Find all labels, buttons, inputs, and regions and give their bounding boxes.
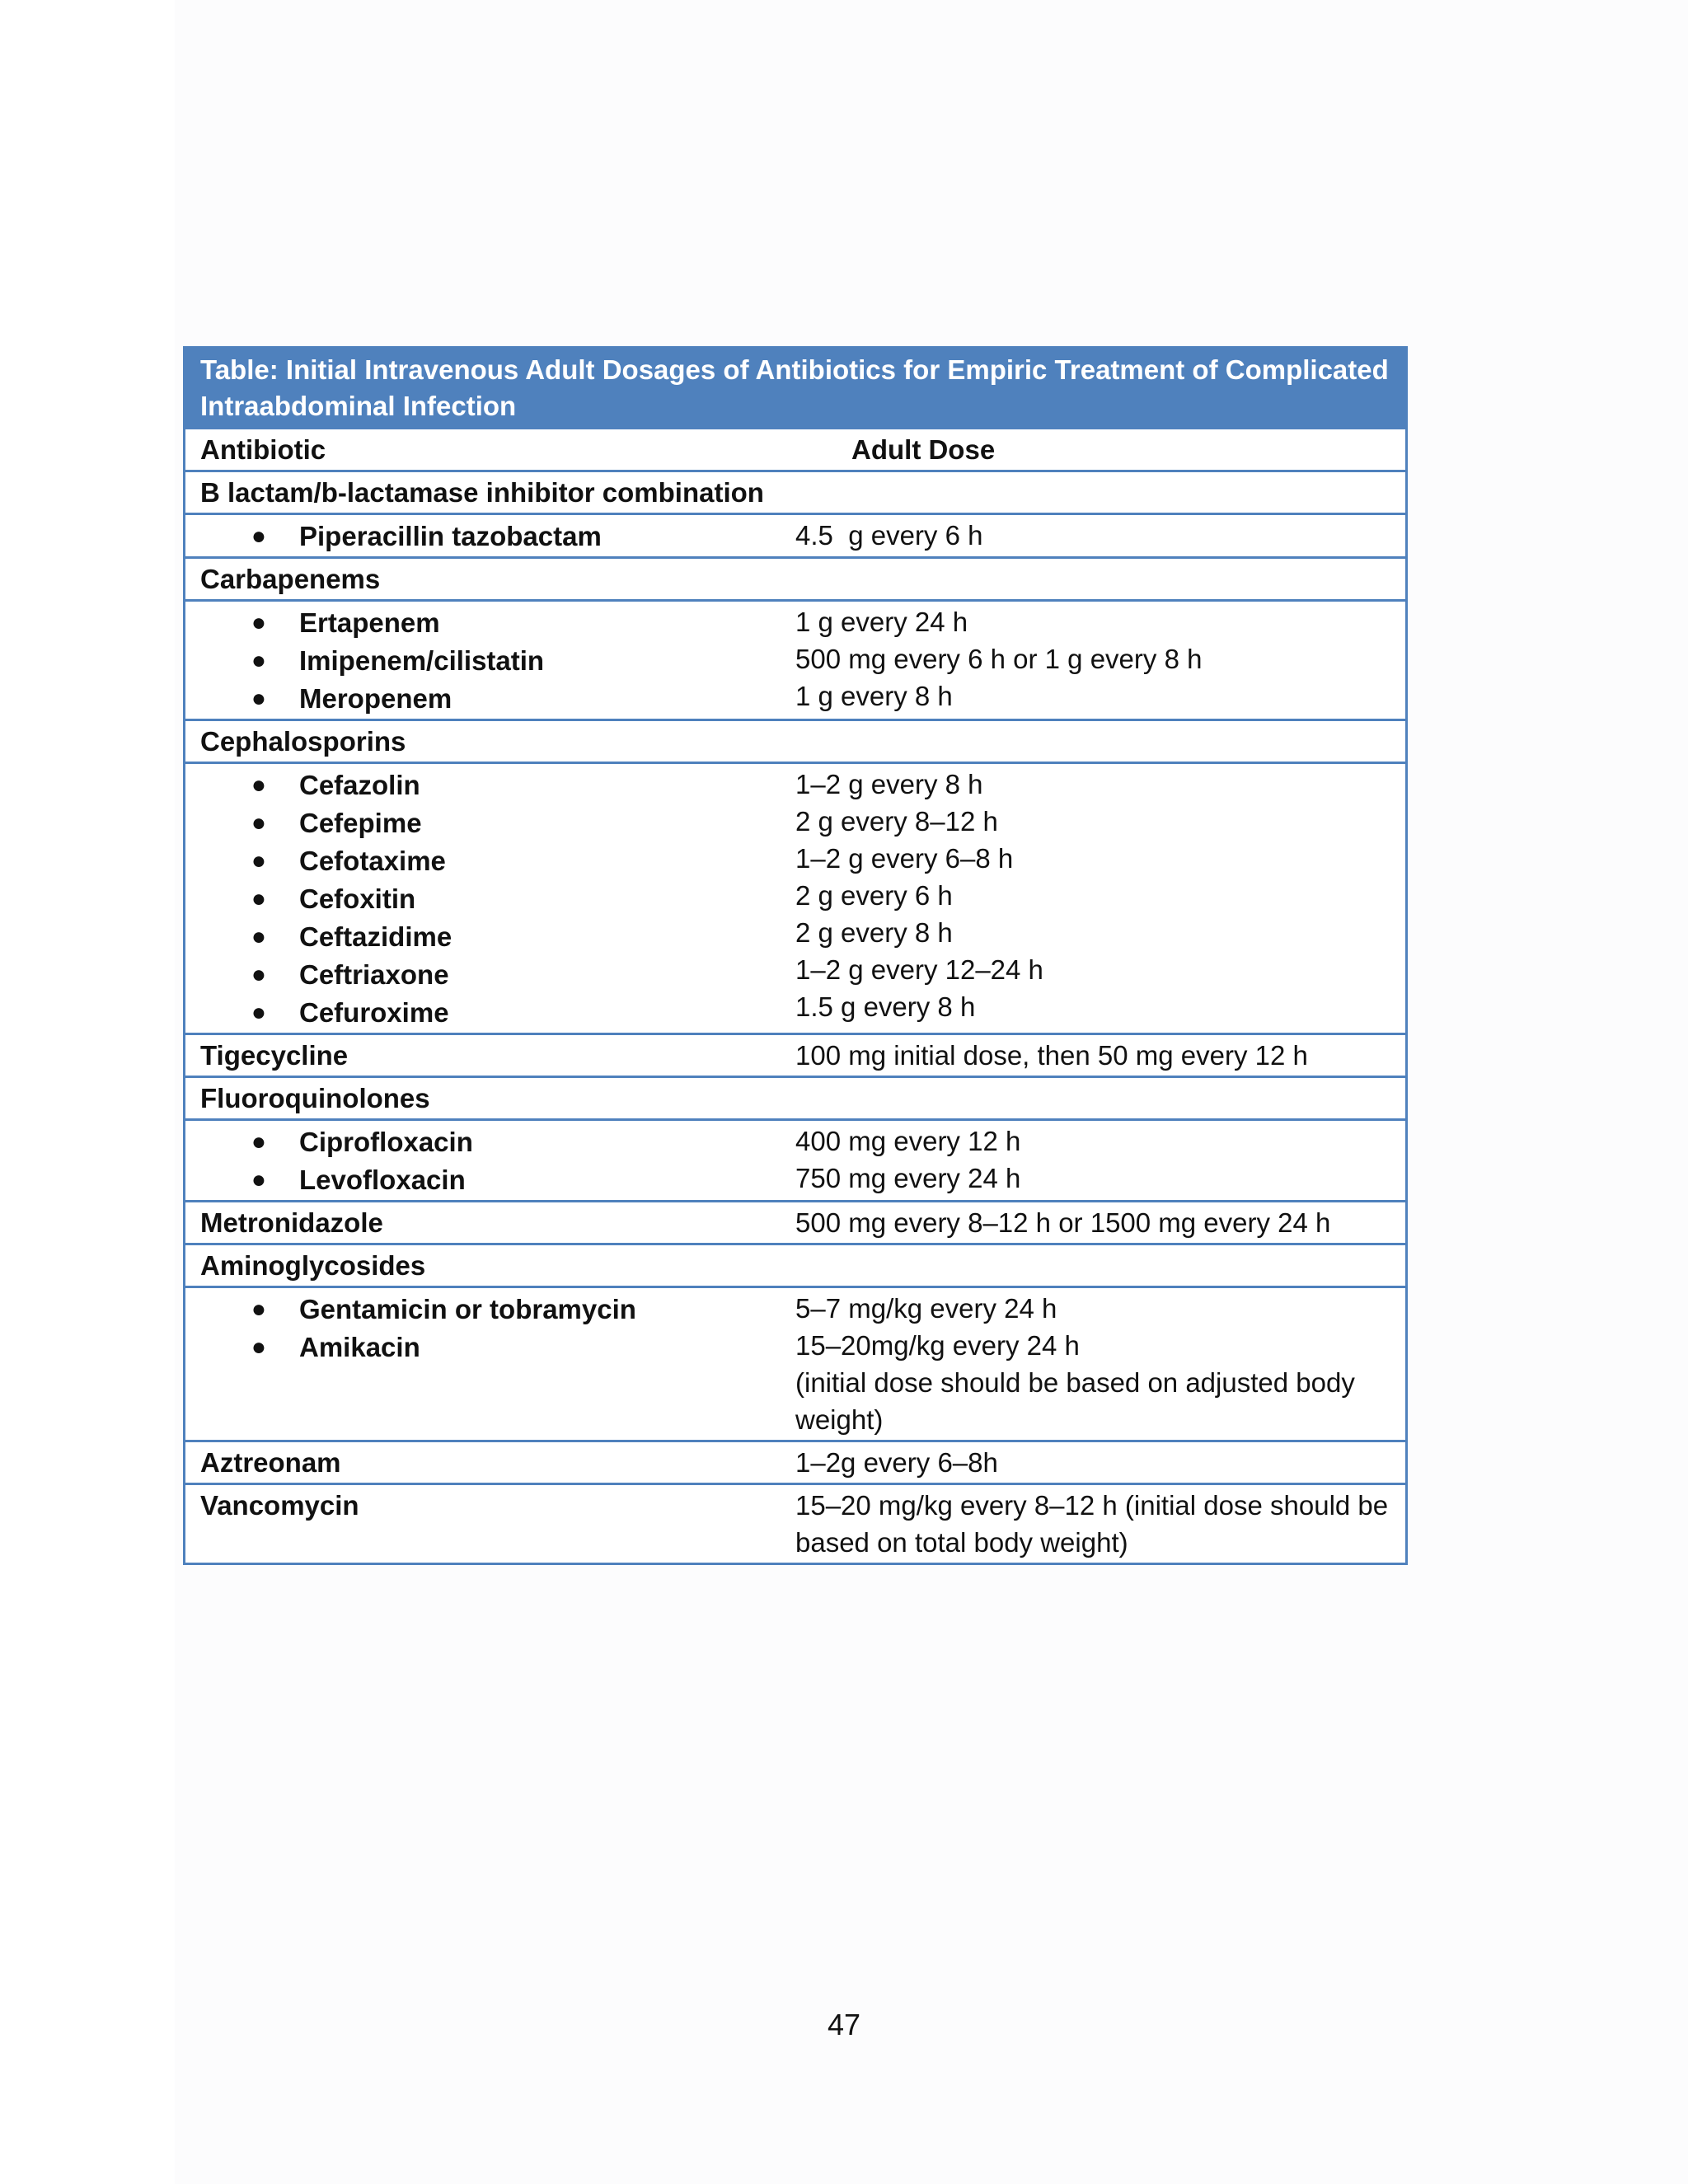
drug-group-cephalosporins [185, 762, 1405, 1033]
drug-group-blactam [185, 513, 1405, 556]
category-label: Carbapenems [200, 564, 381, 594]
drug-dose: 1–2 g every 12–24 h [795, 954, 1043, 985]
column-header-antibiotic: Antibiotic [200, 434, 326, 465]
bullet-icon: ● [251, 1295, 266, 1323]
bullet-icon: ● [251, 884, 266, 912]
bullet-icon: ● [251, 808, 266, 837]
drug-item [200, 517, 781, 555]
bullet-icon: ● [251, 1165, 266, 1193]
drug-item [200, 841, 781, 879]
drug-name: Amikacin [299, 1331, 420, 1362]
category-label: Fluoroquinolones [200, 1083, 430, 1113]
drug-dose: 1 g every 8 h [795, 681, 953, 711]
category-row-aminoglycosides [185, 1243, 1405, 1286]
category-label: Aminoglycosides [200, 1250, 426, 1281]
drug-name: Levofloxacin [299, 1164, 466, 1195]
drug-row-tigecycline [185, 1033, 1405, 1076]
drug-dose: 1–2 g every 8 h [795, 769, 983, 799]
drug-name: Cefazolin [299, 769, 420, 800]
drug-dose: 500 mg every 6 h or 1 g every 8 h [795, 644, 1203, 674]
drug-group-fluoroquinolones [185, 1118, 1405, 1200]
drug-dose: 750 mg every 24 h [795, 1163, 1021, 1193]
category-row-cephalosporins [185, 719, 1405, 762]
drug-name: Tigecycline [200, 1040, 349, 1071]
drug-name: Piperacillin tazobactam [299, 520, 602, 551]
drug-item [200, 1160, 781, 1198]
drug-name: Cefepime [299, 807, 422, 838]
drug-item [200, 766, 781, 804]
drug-dose: 1 g every 24 h [795, 607, 968, 637]
drug-name: Ceftriaxone [299, 958, 449, 990]
drug-row-metronidazole [185, 1200, 1405, 1243]
drug-dose: 15–20 mg/kg every 8–12 h (initial dose should be based on total body weight) [795, 1490, 1389, 1558]
bullet-icon: ● [251, 1127, 266, 1155]
page-number: 47 [827, 2008, 861, 2041]
bullet-icon: ● [251, 522, 266, 550]
drug-dose: 1–2g every 6–8h [795, 1447, 998, 1478]
drug-row-aztreonam [185, 1440, 1405, 1483]
drug-name: Imipenem/cilistatin [299, 644, 545, 676]
bullet-icon: ● [251, 922, 266, 950]
drug-item [200, 1290, 781, 1328]
column-header-row [185, 429, 1405, 470]
drug-item [200, 641, 781, 679]
bullet-icon: ● [251, 684, 266, 712]
drug-name: Gentamicin or tobramycin [299, 1293, 636, 1324]
drug-dose: 1.5 g every 8 h [795, 991, 976, 1022]
bullet-icon: ● [251, 960, 266, 988]
drug-name: Metronidazole [200, 1207, 383, 1238]
drug-name: Ceftazidime [299, 921, 452, 952]
category-row-carbapenems [185, 556, 1405, 599]
drug-group-aminoglycosides [185, 1286, 1405, 1440]
drug-name: Meropenem [299, 682, 452, 714]
table-title: Table: Initial Intravenous Adult Dosages of Antibiotics for Empiric Treatment of Complicated Intraabdominal Infection [185, 349, 1405, 429]
category-row-fluoroquinolones [185, 1076, 1405, 1118]
drug-dose: 2 g every 8–12 h [795, 806, 998, 837]
bullet-icon: ● [251, 608, 266, 636]
category-label: Cephalosporins [200, 726, 406, 757]
drug-name: Cefoxitin [299, 883, 416, 914]
antibiotic-dosage-table [183, 346, 1408, 1565]
drug-name: Cefotaxime [299, 845, 446, 876]
bullet-icon: ● [251, 998, 266, 1026]
drug-dose: 500 mg every 8–12 h or 1500 mg every 24 h [795, 1207, 1331, 1238]
category-row-blactam [185, 470, 1405, 513]
drug-item [200, 603, 781, 641]
drug-dose: 1–2 g every 6–8 h [795, 843, 1014, 874]
bullet-icon: ● [251, 846, 266, 874]
drug-item [200, 879, 781, 917]
drug-item [200, 993, 781, 1031]
drug-dose: 2 g every 8 h [795, 917, 953, 948]
drug-dose: 4.5 g every 6 h [795, 520, 983, 551]
drug-item [200, 679, 781, 717]
drug-name: Vancomycin [200, 1490, 359, 1521]
drug-name: Ertapenem [299, 607, 440, 638]
column-header-adult-dose: Adult Dose [851, 434, 996, 465]
drug-dose: 100 mg initial dose, then 50 mg every 12 h [795, 1040, 1308, 1071]
drug-dose: 5–7 mg/kg every 24 h [795, 1293, 1057, 1324]
bullet-icon: ● [251, 1333, 266, 1361]
category-label: B lactam/b-lactamase inhibitor combination [200, 477, 764, 508]
bullet-icon: ● [251, 646, 266, 674]
bullet-icon: ● [251, 771, 266, 799]
drug-item [200, 955, 781, 993]
drug-name: Aztreonam [200, 1447, 341, 1478]
drug-dose: 15–20mg/kg every 24 h [795, 1330, 1080, 1361]
drug-item [200, 804, 781, 841]
drug-item [200, 1328, 781, 1366]
drug-group-carbapenems [185, 599, 1405, 719]
drug-item [200, 917, 781, 955]
drug-dose: 2 g every 6 h [795, 880, 953, 911]
drug-row-vancomycin [185, 1483, 1405, 1563]
drug-dose: 400 mg every 12 h [795, 1126, 1021, 1156]
dose-note: (initial dose should be based on adjusted body weight) [795, 1367, 1355, 1435]
drug-name: Cefuroxime [299, 996, 449, 1028]
drug-item [200, 1122, 781, 1160]
drug-name: Ciprofloxacin [299, 1126, 473, 1157]
